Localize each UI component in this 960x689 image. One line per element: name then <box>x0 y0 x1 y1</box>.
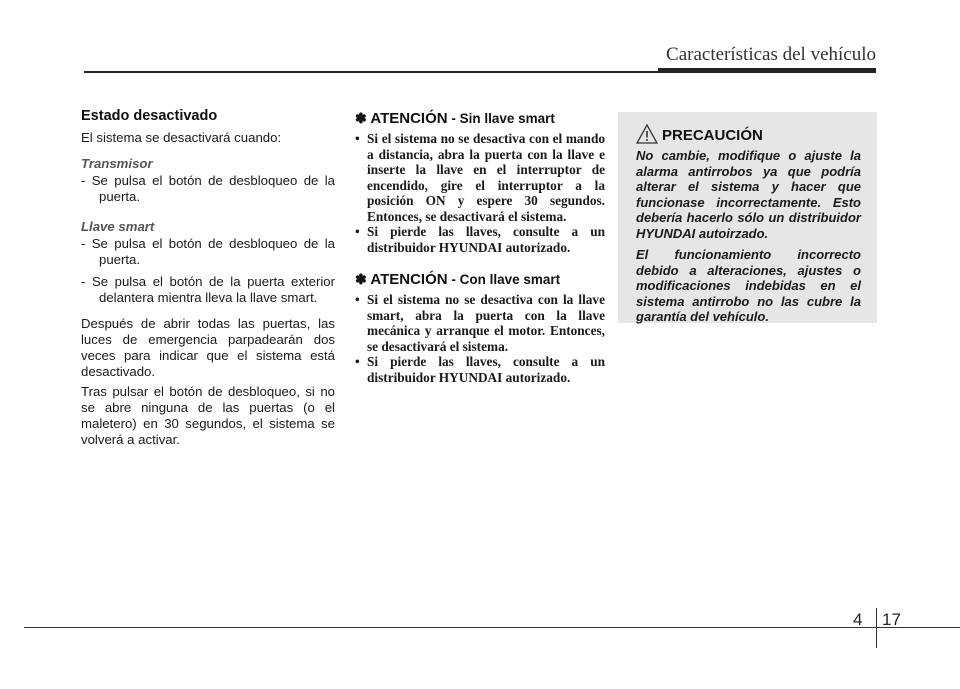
bullet-text: Si el sistema no se desactiva con el mando a distancia, abra la puerta con la llave e inserte la llave en el interruptor de encendido, gire el interruptor a la posición ON y espere 30 segundos. Entonces, se desactivará el sistema. <box>367 131 605 224</box>
middle-column <box>355 110 605 397</box>
warning-box <box>618 112 877 323</box>
bullet-text: Si el sistema no se desactiva con la llave smart, abra la puerta con la llave mecánica y arranque el motor. Entonces, se desactivará el sistema. <box>367 292 605 354</box>
footer-rule <box>24 627 960 628</box>
section-heading: Estado desactivado <box>81 108 218 124</box>
warning-paragraph: El funcionamiento incorrecto debido a alteraciones, ajustes o modificaciones indebidas en el sistema antirrobo no las cubre la garantía del vehículo. <box>636 247 861 324</box>
header-rule-accent <box>658 68 876 73</box>
list-item: - Se pulsa el botón de desbloqueo de la puerta. <box>81 236 335 267</box>
attention-label: ATENCIÓN <box>370 110 448 127</box>
attention-block-1 <box>355 110 605 255</box>
bullet-text: Si pierde las llaves, consulte a un distribuidor HYUNDAI autorizado. <box>367 354 605 385</box>
bullet-item <box>355 131 605 224</box>
body-paragraph: Tras pulsar el botón de desbloqueo, si no se abre ninguna de las puertas (o el maletero) en 30 segundos, el sistema se volverá a activar. <box>81 384 335 447</box>
warning-paragraph: No cambie, modifique o ajuste la alarma antirrobos ya que podría alterar el sistema y hacer que funcionase incorrectamente. Esto debería hacerlo sólo un distribuidor HYUNDAI autoirzado. <box>636 148 861 241</box>
bullet-icon: • <box>355 131 360 146</box>
body-paragraph: Después de abrir todas las puertas, las luces de emergencia parpadearán dos veces para indicar que el sistema está desactivado. <box>81 316 335 379</box>
left-column <box>81 108 335 448</box>
bullet-text: Si pierde las llaves, consulte a un distribuidor HYUNDAI autorizado. <box>367 224 605 255</box>
list-item: - Se pulsa el botón de desbloqueo de la puerta. <box>81 173 335 204</box>
asterisk-icon: ✽ <box>355 271 367 287</box>
bullet-item <box>355 224 605 255</box>
subheading-transmisor: Transmisor <box>81 156 153 171</box>
attention-title <box>355 271 605 288</box>
section-title: Características del vehículo <box>666 44 876 65</box>
bullet-icon: • <box>355 224 360 239</box>
attention-subtitle: - Con llave smart <box>447 272 561 287</box>
attention-subtitle: - Sin llave smart <box>447 111 555 126</box>
chapter-number: 4 <box>853 610 863 629</box>
bullet-item <box>355 354 605 385</box>
bullet-icon: • <box>355 292 360 307</box>
bullet-item <box>355 292 605 354</box>
list-item: - Se pulsa el botón de la puerta exterior delantera mientra lleva la llave smart. <box>81 274 335 305</box>
warning-triangle-icon <box>636 124 658 144</box>
attention-block-2 <box>355 271 605 385</box>
attention-label: ATENCIÓN <box>370 271 448 288</box>
page-number: 17 <box>882 610 901 629</box>
asterisk-icon: ✽ <box>355 110 367 126</box>
intro-text: El sistema se desactivará cuando: <box>81 130 282 145</box>
attention-title <box>355 110 605 127</box>
bullet-icon: • <box>355 354 360 369</box>
page-number-divider <box>876 608 877 648</box>
subheading-llave-smart: Llave smart <box>81 219 155 234</box>
warning-header <box>636 124 861 144</box>
warning-title: PRECAUCIÓN <box>662 127 763 144</box>
